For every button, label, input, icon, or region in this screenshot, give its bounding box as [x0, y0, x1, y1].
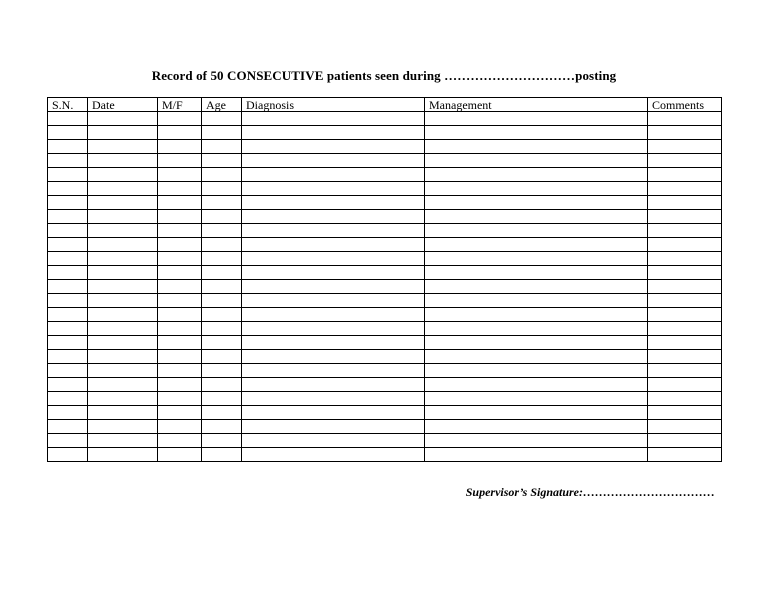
table-cell — [648, 238, 722, 252]
table-cell — [648, 294, 722, 308]
table-cell — [158, 322, 202, 336]
table-cell — [242, 406, 425, 420]
table-cell — [48, 280, 88, 294]
table-cell — [88, 406, 158, 420]
table-cell — [158, 378, 202, 392]
table-cell — [158, 294, 202, 308]
table-cell — [425, 308, 648, 322]
table-cell — [158, 238, 202, 252]
table-cell — [88, 392, 158, 406]
table-cell — [48, 350, 88, 364]
table-cell — [242, 308, 425, 322]
table-cell — [648, 112, 722, 126]
table-cell — [158, 252, 202, 266]
column-header-sn: S.N. — [48, 98, 88, 112]
table-cell — [158, 392, 202, 406]
table-cell — [48, 238, 88, 252]
table-cell — [48, 420, 88, 434]
table-cell — [202, 322, 242, 336]
table-cell — [48, 336, 88, 350]
table-cell — [158, 350, 202, 364]
table-cell — [648, 392, 722, 406]
table-cell — [48, 406, 88, 420]
table-cell — [202, 280, 242, 294]
table-cell — [425, 210, 648, 224]
table-cell — [242, 420, 425, 434]
table-cell — [648, 434, 722, 448]
table-cell — [88, 434, 158, 448]
table-cell — [48, 154, 88, 168]
table-cell — [158, 196, 202, 210]
column-header-age: Age — [202, 98, 242, 112]
table-cell — [158, 448, 202, 462]
table-cell — [48, 392, 88, 406]
table-row — [48, 280, 722, 294]
column-header-diagnosis: Diagnosis — [242, 98, 425, 112]
table-cell — [88, 378, 158, 392]
table-row — [48, 336, 722, 350]
table-row — [48, 126, 722, 140]
column-header-management: Management — [425, 98, 648, 112]
table-row — [48, 252, 722, 266]
table-cell — [425, 224, 648, 238]
table-cell — [202, 154, 242, 168]
table-cell — [202, 210, 242, 224]
table-cell — [425, 350, 648, 364]
table-row — [48, 154, 722, 168]
table-cell — [48, 196, 88, 210]
table-cell — [242, 182, 425, 196]
table-cell — [242, 434, 425, 448]
table-cell — [202, 336, 242, 350]
table-cell — [425, 140, 648, 154]
table-cell — [648, 252, 722, 266]
table-cell — [242, 252, 425, 266]
table-cell — [425, 196, 648, 210]
table-cell — [88, 294, 158, 308]
patient-record-table — [47, 97, 722, 462]
table-row — [48, 210, 722, 224]
table-cell — [242, 294, 425, 308]
table-row — [48, 420, 722, 434]
table-cell — [242, 322, 425, 336]
table-cell — [48, 294, 88, 308]
table-cell — [202, 182, 242, 196]
table-cell — [425, 252, 648, 266]
table-cell — [202, 294, 242, 308]
table-row — [48, 294, 722, 308]
table-row — [48, 378, 722, 392]
table-cell — [648, 126, 722, 140]
supervisor-signature-line: Supervisor’s Signature:…………………………… — [465, 485, 715, 499]
table-cell — [425, 126, 648, 140]
table-cell — [242, 196, 425, 210]
table-cell — [88, 336, 158, 350]
table-header-row — [48, 98, 722, 112]
table-cell — [88, 182, 158, 196]
table-cell — [88, 154, 158, 168]
table-cell — [242, 112, 425, 126]
table-cell — [242, 364, 425, 378]
table-cell — [88, 420, 158, 434]
table-row — [48, 350, 722, 364]
table-cell — [158, 126, 202, 140]
table-cell — [202, 196, 242, 210]
table-cell — [158, 406, 202, 420]
table-row — [48, 224, 722, 238]
table-row — [48, 238, 722, 252]
table-cell — [158, 112, 202, 126]
table-cell — [425, 322, 648, 336]
table-cell — [202, 406, 242, 420]
table-cell — [425, 280, 648, 294]
table-cell — [648, 182, 722, 196]
table-cell — [425, 392, 648, 406]
table-cell — [648, 448, 722, 462]
table-cell — [425, 238, 648, 252]
table-row — [48, 322, 722, 336]
table-cell — [648, 308, 722, 322]
table-cell — [425, 420, 648, 434]
table-cell — [88, 364, 158, 378]
table-cell — [158, 154, 202, 168]
table-cell — [425, 434, 648, 448]
table-cell — [242, 224, 425, 238]
table-cell — [202, 238, 242, 252]
table-row — [48, 266, 722, 280]
table-cell — [88, 140, 158, 154]
table-cell — [648, 168, 722, 182]
table-cell — [202, 378, 242, 392]
table-cell — [242, 392, 425, 406]
table-cell — [88, 238, 158, 252]
table-cell — [242, 126, 425, 140]
table-cell — [242, 140, 425, 154]
table-body — [48, 112, 722, 462]
table-cell — [48, 224, 88, 238]
table-cell — [648, 406, 722, 420]
table-cell — [158, 336, 202, 350]
table-cell — [425, 378, 648, 392]
table-cell — [158, 308, 202, 322]
table-cell — [202, 168, 242, 182]
table-cell — [48, 126, 88, 140]
table-cell — [48, 182, 88, 196]
table-row — [48, 392, 722, 406]
table-cell — [158, 434, 202, 448]
table-cell — [425, 112, 648, 126]
table-cell — [202, 112, 242, 126]
table-cell — [202, 126, 242, 140]
table-cell — [202, 266, 242, 280]
table-row — [48, 364, 722, 378]
table-cell — [242, 378, 425, 392]
table-cell — [158, 266, 202, 280]
table-cell — [242, 266, 425, 280]
table-cell — [648, 210, 722, 224]
table-cell — [648, 224, 722, 238]
table-row — [48, 406, 722, 420]
table-cell — [648, 364, 722, 378]
table-cell — [648, 196, 722, 210]
table-cell — [242, 448, 425, 462]
table-cell — [648, 140, 722, 154]
table-cell — [242, 280, 425, 294]
table-cell — [202, 392, 242, 406]
table-cell — [158, 140, 202, 154]
table-cell — [242, 238, 425, 252]
table-row — [48, 448, 722, 462]
table-cell — [202, 252, 242, 266]
table-cell — [242, 210, 425, 224]
table-cell — [425, 182, 648, 196]
table-cell — [48, 266, 88, 280]
table-cell — [48, 210, 88, 224]
table-row — [48, 434, 722, 448]
table-cell — [648, 266, 722, 280]
table-cell — [48, 112, 88, 126]
table-cell — [88, 196, 158, 210]
table-cell — [425, 294, 648, 308]
table-cell — [425, 406, 648, 420]
table-cell — [88, 168, 158, 182]
table-cell — [158, 224, 202, 238]
table-cell — [88, 112, 158, 126]
table-cell — [88, 448, 158, 462]
table-cell — [425, 266, 648, 280]
table-cell — [202, 434, 242, 448]
column-header-comments: Comments — [648, 98, 722, 112]
table-cell — [48, 322, 88, 336]
table-cell — [88, 210, 158, 224]
table-cell — [88, 126, 158, 140]
table-cell — [88, 322, 158, 336]
document-title: Record of 50 CONSECUTIVE patients seen during …………………………posting — [151, 68, 617, 83]
table-cell — [648, 280, 722, 294]
table-cell — [88, 280, 158, 294]
table-cell — [425, 154, 648, 168]
table-cell — [158, 182, 202, 196]
table-cell — [202, 224, 242, 238]
table-row — [48, 168, 722, 182]
table-cell — [88, 224, 158, 238]
table-cell — [242, 168, 425, 182]
table-row — [48, 112, 722, 126]
table-cell — [648, 350, 722, 364]
table-cell — [158, 364, 202, 378]
table-cell — [242, 350, 425, 364]
table-cell — [158, 420, 202, 434]
table-cell — [648, 420, 722, 434]
table-cell — [202, 350, 242, 364]
table-cell — [202, 364, 242, 378]
table-cell — [48, 448, 88, 462]
table-cell — [202, 308, 242, 322]
table-cell — [425, 168, 648, 182]
table-cell — [242, 154, 425, 168]
table-cell — [648, 154, 722, 168]
table-cell — [48, 364, 88, 378]
table-cell — [88, 266, 158, 280]
table-cell — [242, 336, 425, 350]
table-cell — [648, 336, 722, 350]
table-cell — [88, 350, 158, 364]
table-cell — [48, 434, 88, 448]
table-cell — [48, 308, 88, 322]
table-row — [48, 196, 722, 210]
table-cell — [202, 448, 242, 462]
table-cell — [648, 378, 722, 392]
table-cell — [158, 280, 202, 294]
table-row — [48, 182, 722, 196]
table-cell — [88, 308, 158, 322]
table-cell — [88, 252, 158, 266]
table-cell — [202, 420, 242, 434]
table-cell — [48, 252, 88, 266]
table-cell — [158, 210, 202, 224]
table-cell — [425, 336, 648, 350]
table-cell — [202, 140, 242, 154]
table-cell — [158, 168, 202, 182]
table-cell — [48, 378, 88, 392]
column-header-date: Date — [88, 98, 158, 112]
table-row — [48, 140, 722, 154]
table-cell — [425, 448, 648, 462]
table-row — [48, 308, 722, 322]
table-cell — [48, 140, 88, 154]
table-cell — [648, 322, 722, 336]
table-cell — [425, 364, 648, 378]
column-header-sex: M/F — [158, 98, 202, 112]
table-cell — [48, 168, 88, 182]
